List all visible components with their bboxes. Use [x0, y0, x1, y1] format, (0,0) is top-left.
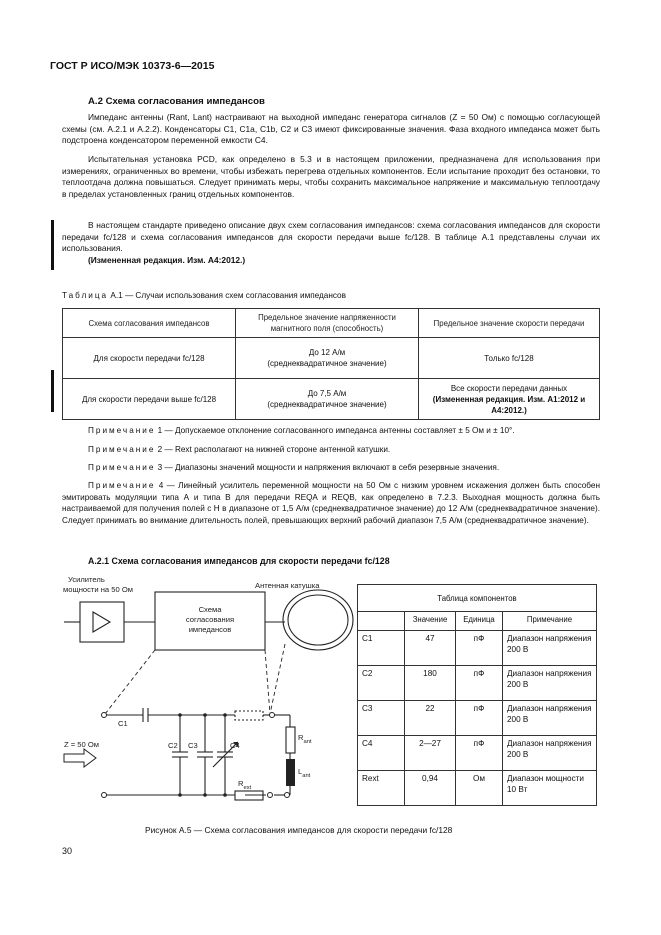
table-header: Схема согласования импедансов	[63, 309, 236, 338]
table-header: Предельное значение напряженности магнитного поля (способность)	[236, 309, 419, 338]
amplifier-box	[80, 602, 124, 642]
table-caption: Таблица А.1 — Случаи использования схем согласования импедансов	[62, 291, 346, 300]
lant-label: $L_{ant}$	[298, 767, 311, 779]
change-bar	[51, 220, 54, 270]
table-row: C4 2—27 пФ Диапазон напряжения 200 В	[358, 736, 597, 771]
c3-label: C3	[188, 741, 198, 750]
optional-resistor	[235, 711, 263, 720]
table-row: Для скорости передачи выше fc/128 До 7,5 А/м (среднеквадратичное значение) Все скорости передачи данных (Измененная редакция. Изм. А1:2012 и А4:2012.)	[63, 379, 600, 420]
note-1: Примечание 1 — Допускаемое отклонение согласованного импеданса антенны составляет ± 5 Ом и ± 10°.	[88, 426, 515, 435]
page-number: 30	[62, 846, 73, 856]
subsection-title: А.2.1 Схема согласования импедансов для скорости передачи fc/128	[88, 556, 390, 566]
box-label-2: согласования	[185, 615, 235, 624]
matching-circuit-diagram	[60, 572, 355, 807]
lant-coil	[286, 759, 295, 786]
note-4: Примечание 4 — Линейный усилитель переменной мощности на 50 Ом с низким уровнем искажения должен быть способен эмитировать модуляции типа А и типа В для передачи REQA и REQB, как определено в 7.2.3. Выходная мощность должна быть настраиваемой для получения полей с H в диапазоне от 1,5 А/м (среднеквадратичное значение) до 12 А/м (среднеквадратичное значение). Следует принимать во внимание длительность полей, превышающих верхний рабочий диапазон 7,5 А/м (среднеквадратичное значение).	[62, 481, 600, 525]
box-label-1: Схема	[198, 605, 222, 614]
rant-resistor	[286, 727, 295, 753]
box-label-3: импедансов	[188, 625, 232, 634]
usage-table	[62, 308, 600, 420]
table-row: C2 180 пФ Диапазон напряжения 200 В	[358, 666, 597, 701]
table-row: C1 47 пФ Диапазон напряжения 200 В	[358, 631, 597, 666]
table-header: Предельное значение скорости передачи	[419, 309, 600, 338]
table-row: Для скорости передачи fc/128 До 12 А/м (среднеквадратичное значение) Только fc/128	[63, 338, 600, 379]
document-header: ГОСТ Р ИСО/МЭК 10373-6—2015	[50, 60, 215, 72]
rext-label: $R_{ext}$	[238, 779, 252, 791]
paragraph-1: Импеданс антенны (Rant, Lant) настраивают на выходной импеданс генератора сигналов (Z = 50 Ом) с помощью согласующей схемы (см. А.2.1 и А.2.2). Конденсаторы С1, С1а, С1b, С2 и С3 имеют фиксированные значения. Фаза входного импеданса может быть подстроена конденсатором переменной емкости С4.	[62, 112, 600, 146]
c4-label: C4	[230, 741, 240, 750]
paragraph-2: Испытательная установка PCD, как определено в 5.3 и в настоящем приложении, предназначена для использования при измерениях, ограниченных во времени, чтобы избежать перегрева отдельных компонентов. Если испытание проходит без остановки, то теплоотдача должна повышаться. Следует принимать меры, чтобы сохранить максимальное напряжение и максимальную теплоотдачу в пределах установленных границ отдельных компонентов.	[62, 154, 600, 200]
table-row: C3 22 пФ Диапазон напряжения 200 В	[358, 701, 597, 736]
amp-label-1: Усилитель	[68, 575, 105, 584]
section-title: А.2 Схема согласования импедансов	[88, 96, 265, 107]
antenna-label: Антенная катушка	[255, 581, 320, 590]
figure-caption: Рисунок А.5 — Схема согласования импедансов для скорости передачи fc/128	[145, 825, 453, 835]
c1-label: C1	[118, 719, 128, 728]
note-2: Примечание 2 — Rext располагают на нижней стороне антенной катушки.	[88, 445, 391, 454]
c2-label: C2	[168, 741, 178, 750]
amplifier-icon	[93, 612, 110, 632]
table-row: Rext 0,94 Ом Диапазон мощности 10 Вт	[358, 771, 597, 806]
components-table: Таблица компонентов Значение Единица Примечание C1 47 пФ Диапазон напряжения 200 В C2 180 пФ Диапазон напряжения 200 В C3 22 пФ Диапазон напряжения 200 В C4 2—27 пФ Диапазон напряжения 200 В Rext 0,94 Ом Диапазон мощности 10 Вт	[357, 584, 597, 806]
rant-label: $R_{ant}$	[298, 733, 312, 745]
change-bar	[51, 370, 54, 412]
note-3: Примечание 3 — Диапазоны значений мощности и напряжения включают в себя резервные значения.	[88, 463, 500, 472]
z-label: Z = 50 Ом	[64, 740, 99, 749]
paragraph-3: В настоящем стандарте приведено описание двух схем согласования импедансов: схема согласования импедансов для скорости передачи fc/128 и схема согласования импедансов для скорости передачи выше fc/128. В таблице А.1 представлены случаи их использования. (Измененная редакция. Изм. А4:2012.)	[62, 220, 600, 266]
amp-label-2: мощности на 50 Ом	[63, 585, 133, 594]
input-arrow	[64, 749, 96, 767]
